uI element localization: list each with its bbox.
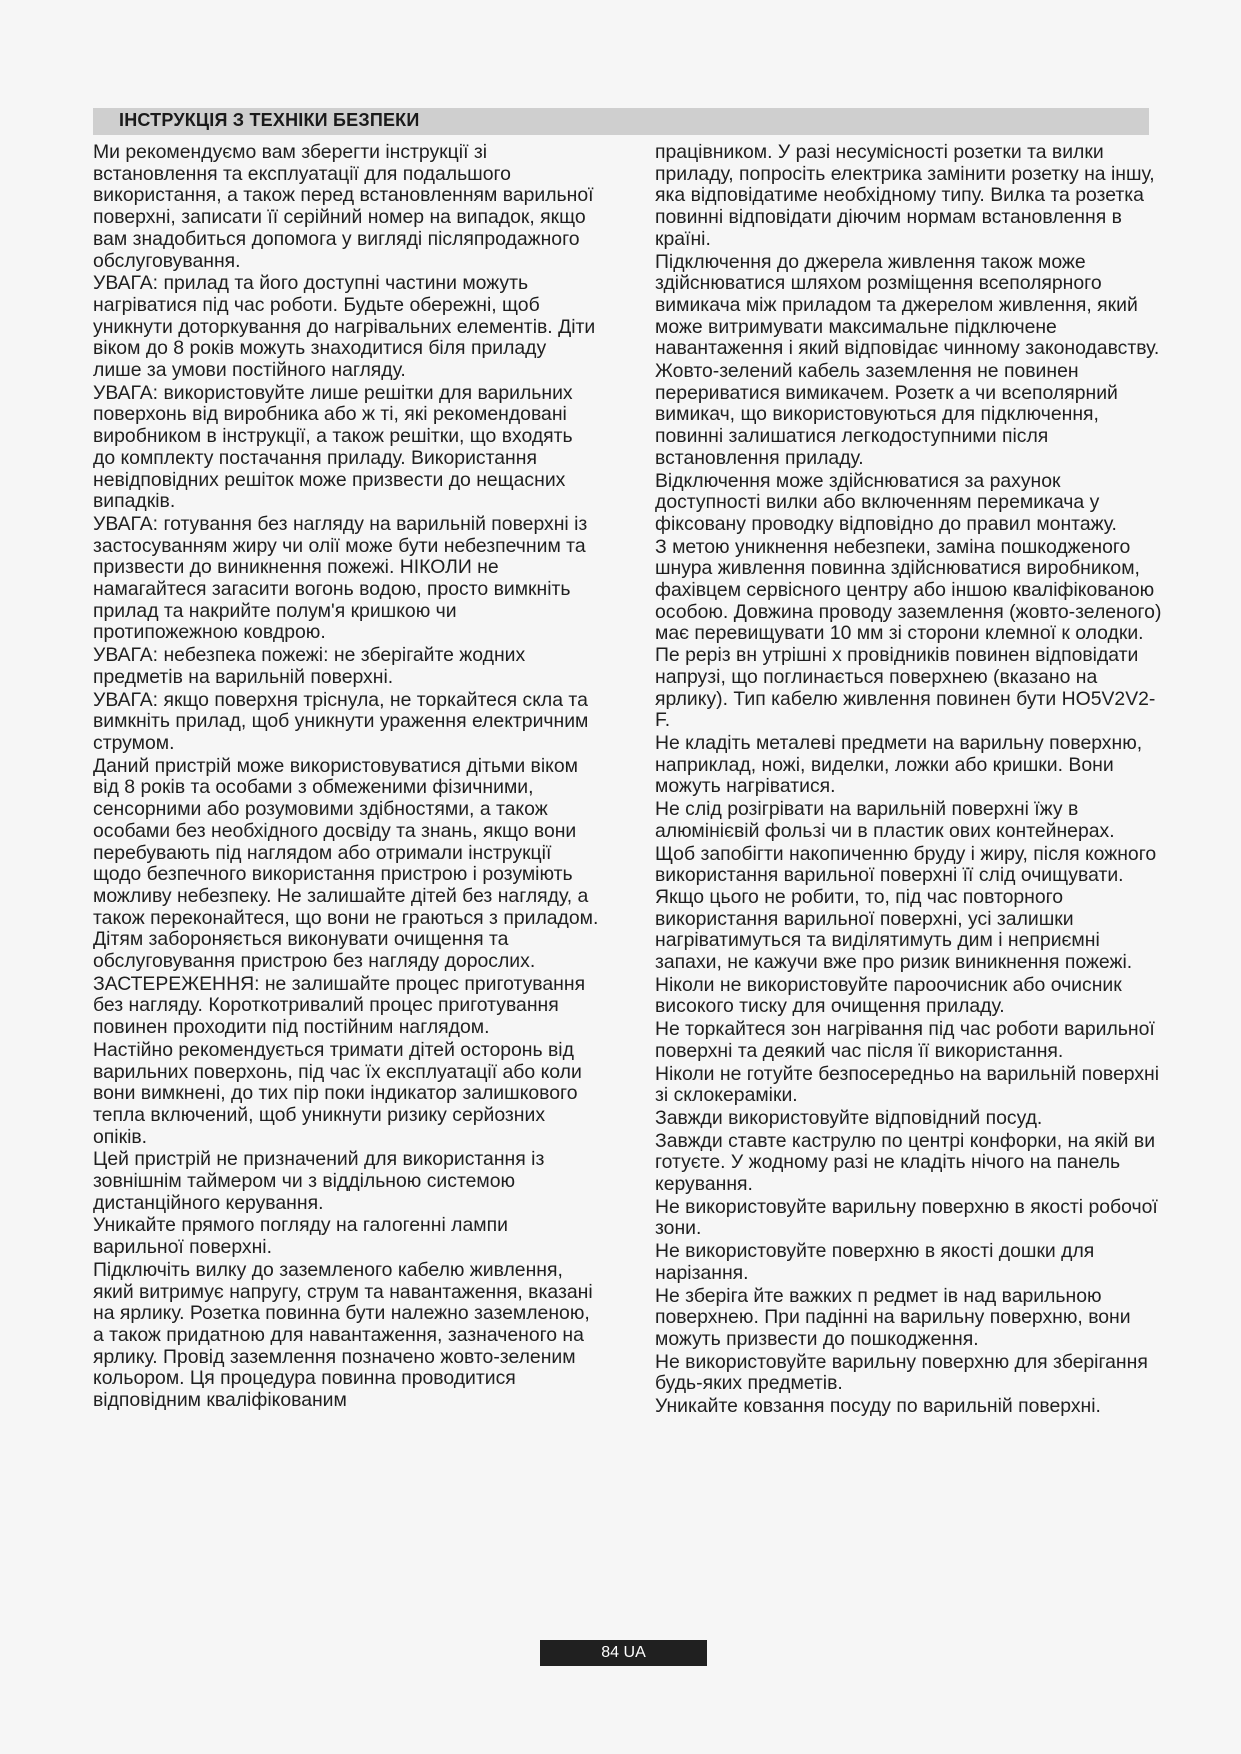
paragraph: УВАГА: використовуйте лише решітки для варильних поверхонь від виробника або ж ті, які рекомендовані виробником в інструкції, а також решітки, що входять до комплекту постачання приладу. Використання невідповідних решіток може призвести до нещасних випадків. [93, 381, 573, 513]
paragraph: Завжди ставте каструлю по центрі конфорки, на якій ви готуєте. У жодному разі не кладіть нічого на панель керування. [655, 1129, 1156, 1196]
paragraph: З метою уникнення небезпеки, заміна пошкодженого шнура живлення повинна здійснюватися виробником, фахівцем сервісного центру або іншою кваліфікованою особою. Довжина проводу заземлення (жовто-зеленого) має перевищувати 10 мм зі сторони клемної к олодки. Пе реріз вн утрішні х провідників повинен відповідати напрузі, що поглинається поверхнею (вказано на ярлику). Тип кабелю живлення повинен бути HO5V2V2-F. [655, 535, 1162, 732]
paragraph: Підключення до джерела живлення також може здійснюватися шляхом розміщення всеполярного вимикача між приладом та джерелом живлення, який може витримувати максимальне підключене навантаження і який відповідає чинному законодавству. [655, 250, 1160, 360]
paragraph: УВАГА: прилад та його доступні частини можуть нагріватися під час роботи. Будьте обережні, щоб уникнути доторкування до нагрівальних елементів. Діти віком до 8 років можуть знаходитися біля приладу лише за умови постійного нагляду. [93, 272, 596, 382]
page-number: 84 UA [540, 1640, 707, 1666]
right-column [655, 142, 1163, 1419]
paragraph: Щоб запобігти накопиченню бруду і жиру, після кожного використання варильної поверхні її слід очищувати. Якщо цього не робити, то, під час повторного використання варильної поверхні, усі залишки нагріватимуться та виділятимуть дим і неприємні запахи, не кажучи вже про ризик виникнення пожежі. [655, 842, 1157, 974]
paragraph: Завжди використовуйте відповідний посуд. [655, 1106, 1043, 1129]
paragraph: Ніколи не використовуйте пароочисник або очисник високого тиску для очищення приладу. [655, 973, 1122, 1018]
paragraph: Не використовуйте варильну поверхню для зберігання будь-яких предметів. [655, 1350, 1148, 1395]
paragraph: Ніколи не готуйте безпосередньо на варильній поверхні зі склокераміки. [655, 1062, 1160, 1107]
paragraph: Не слід розігрівати на варильній поверхні їжу в алюмінієвій фользі чи в пластик ових контейнерах. [655, 798, 1115, 842]
paragraph: Уникайте прямого погляду на галогенні лампи варильної поверхні. [93, 1214, 508, 1259]
paragraph: Даний пристрій може використовуватися дітьми віком від 8 років та особами з обмеженими фізичними, сенсорними або розумовими здібностями, а також особами без необхідного досвіду та знань, якщо вони перебувають під наглядом або отримали інструкції щодо безпечного використання пристрою і розуміють можливу небезпеку. Не залишайте дітей без нагляду, а також переконайтеся, що вони не граються з приладом. Дітям забороняється виконувати очищення та обслуговування пристрою без нагляду дорослих. [93, 754, 599, 973]
page-title: ІНСТРУКЦІЯ З ТЕХНІКИ БЕЗПЕКИ [119, 110, 420, 130]
paragraph: Не кладіть металеві предмети на варильну поверхню, наприклад, ножі, виделки, ложки або кришки. Вони можуть нагріватися. [655, 731, 1143, 798]
paragraph: ЗАСТЕРЕЖЕННЯ: не залишайте процес приготування без нагляду. Короткотривалий процес приготування повинен проходити під постійним наглядом. [93, 972, 586, 1039]
paragraph: Цей пристрій не призначений для використання із зовнішнім таймером чи з віддільною системою дистанційного керування. [93, 1148, 545, 1214]
paragraph: УВАГА: готування без нагляду на варильній поверхні із застосуванням жиру чи олії може бути небезпечним та призвести до виникнення пожежі. НІКОЛИ не намагайтеся загасити вогонь водою, просто вимкніть прилад та накрийте полум'я кришкою чи протипожежною ковдрою. [93, 512, 588, 644]
paragraph: Не використовуйте варильну поверхню в якості робочої зони. [655, 1195, 1158, 1240]
left-column [93, 142, 599, 1413]
paragraph: УВАГА: якщо поверхня тріснула, не торкайтеся скла та вимкніть прилад, щоб уникнути ураження електричним струмом. [93, 688, 589, 754]
paragraph: Ми рекомендуємо вам зберегти інструкції зі встановлення та експлуатації для подальшого використання, а також перед встановленням варильної поверхні, записати її серійний номер на випадок, якщо вам знадобиться допомога у вигляді післяпродажного обслуговування. [93, 141, 594, 272]
paragraph: Уникайте ковзання посуду по варильній поверхні. [655, 1395, 1101, 1418]
paragraph: Не використовуйте поверхню в якості дошки для нарізання. [655, 1240, 1095, 1284]
paragraph: Жовто-зелений кабель заземлення не повинен перериватися вимикачем. Розетк а чи всеполярний вимикач, що використовуються для підключення, повинні залишатися легкодоступними після встановлення приладу. [655, 360, 1118, 469]
paragraph: Відключення може здійснюватися за рахунок доступності вилки або включенням перемикача у фіксовану проводку відповідно до правил монтажу. [655, 469, 1117, 535]
paragraph: Настійно рекомендується тримати дітей осторонь від варильних поверхонь, під час їх експлуатації або коли вони вимкнені, до тих пір поки індикатор залишкового тепла включений, щоб уникнути ризику серйозних опіків. [93, 1038, 582, 1148]
paragraph: Підключіть вилку до заземленого кабелю живлення, який витримує напругу, струм та навантаження, вказані на ярлику. Розетка повинна бути належно заземленою, а також придатною для навантаження, зазначеного на ярлику. Провід заземлення позначено жовто-зеленим кольором. Ця процедура повинна проводитися відповідним кваліфікованим [93, 1258, 593, 1412]
paragraph: працівником. У разі несумісності розетки та вилки приладу, попросіть електрика замінити розетку на іншу, яка відповідатиме необхідному типу. Вилка та розетка повинні відповідати діючим нормам встановлення в країні. [655, 141, 1155, 250]
paragraph: Не зберіга йте важких п редмет ів над варильною поверхнею. При падінні на варильну поверхню, вони можуть призвести до пошкодження. [655, 1284, 1131, 1350]
paragraph: Не торкайтеся зон нагрівання під час роботи варильної поверхні та деякий час після її використання. [655, 1018, 1155, 1062]
paragraph: УВАГА: небезпека пожежі: не зберігайте жодних предметів на варильній поверхні. [93, 644, 526, 688]
